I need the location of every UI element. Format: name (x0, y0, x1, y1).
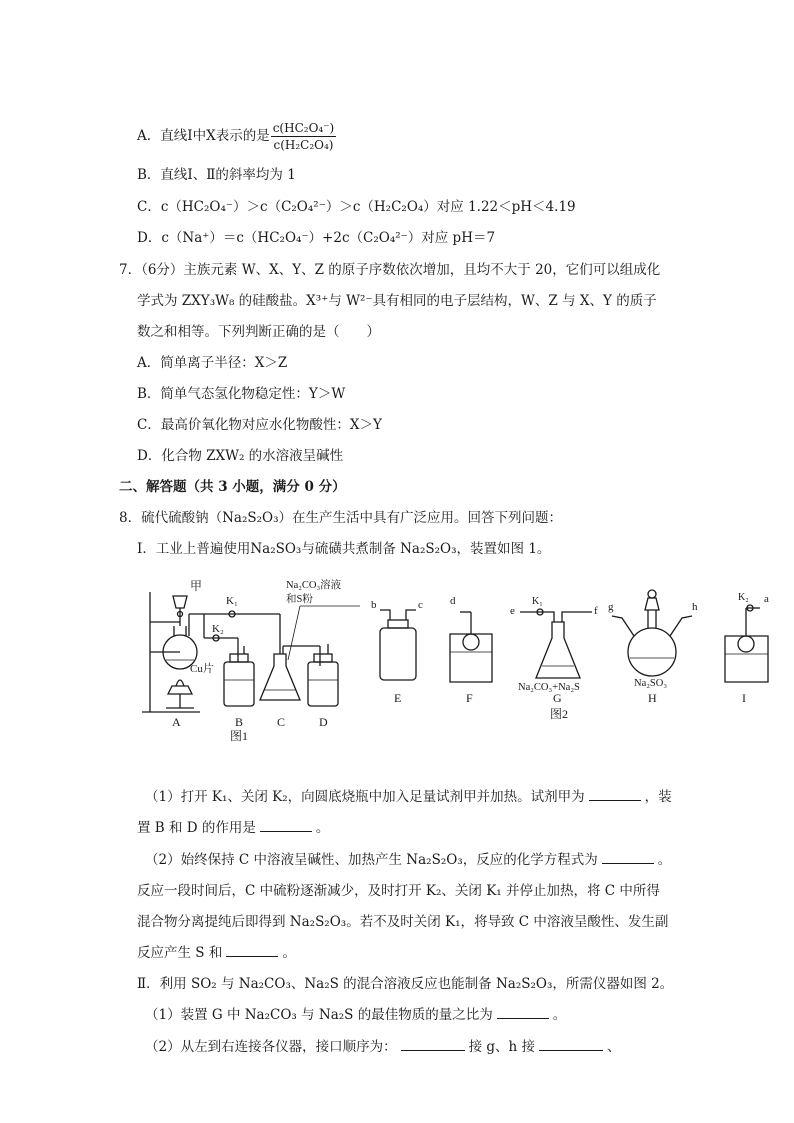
fig1-letter-d: D (319, 715, 328, 729)
q8-p2-q2-text-c: 、 (607, 1039, 621, 1055)
q7-option-c: C．最高价氧化物对应水化物酸性：X＞Y (137, 417, 382, 433)
q8-p1-q2-line4 (137, 944, 296, 962)
fig2-port-a: a (764, 593, 769, 605)
fig2-port-g: g (608, 601, 614, 613)
q8-p2-q2-text-b: 接 g、h 接 (468, 1039, 536, 1055)
q8-p1-q2-line3: 混合物分离提纯后即得到 Na₂S₂O₃。若不及时关闭 K₁，将导致 C 中溶液呈酸性、发生副 (137, 914, 669, 930)
q8-p1-q1-text-d: 。 (315, 820, 330, 836)
q8-p2-q2-text-a: （2）从左到右连接各仪器，接口顺序为： (145, 1039, 397, 1055)
q8-p2-q1 (145, 1006, 566, 1024)
q7-stem-line3: 数之和相等。下列判断正确的是（ ） (137, 324, 380, 340)
q8-p1-q1-text-b: ，装 (644, 789, 672, 805)
answer-blank[interactable] (539, 1038, 603, 1051)
fig1-caption: 图1 (230, 729, 249, 742)
fig2-letter-h: H (648, 691, 657, 705)
fig1-label-k1: K₁ (226, 595, 238, 607)
q8-part1-intro: Ⅰ．工业上普遍使用Na₂SO₃与硫磺共煮制备 Na₂S₂O₃，装置如图 1。 (137, 541, 551, 557)
q6-option-b: B．直线Ⅰ、Ⅱ的斜率均为 1 (137, 167, 296, 183)
q8-p1-q2-line1 (145, 851, 671, 869)
q8-p1-q2-text-e: 反应产生 S 和 (137, 945, 223, 961)
q8-p2-q1-text-a: （1）装置 G 中 Na₂CO₃ 与 Na₂S 的最佳物质的量之比为 (145, 1007, 493, 1023)
fig1-label-reagent: Na₂CO₃溶液 (286, 580, 342, 591)
q7-option-b: B．简单气态氢化物稳定性：Y＞W (137, 386, 346, 402)
fraction-numerator: c(HC₂O₄⁻) (272, 121, 335, 135)
q8-p1-q2-text-f: 。 (282, 945, 296, 961)
q7-stem-line1: 7．（6分）主族元素 W、X、Y、Z 的原子序数依次增加，且均不大于 20，它们可以组成化 (119, 262, 661, 278)
fig1-label-cu: Cu片 (190, 663, 214, 675)
fig2-g-label: Na₂CO₃+Na₂S (518, 682, 580, 693)
fig2-port-b: b (371, 599, 377, 611)
fig2-caption: 图2 (550, 707, 569, 721)
fig2-port-e: e (510, 605, 515, 617)
section-heading: 二、解答题（共 3 小题，满分 0 分） (119, 479, 346, 495)
q8-part2-intro: Ⅱ．利用 SO₂ 与 Na₂CO₃、Na₂S 的混合溶液反应也能制备 Na₂S₂O₃，所需仪器如图 2。 (137, 976, 674, 992)
q8-stem: 8．硫代硫酸钠（Na₂S₂O₃）在生产生活中具有广泛应用。回答下列问题： (119, 510, 563, 526)
q6-option-d: D．c（Na⁺）＝c（HC₂O₄⁻）+2c（C₂O₄²⁻）对应 pH＝7 (137, 230, 496, 246)
fig2-letter-f: F (466, 691, 473, 705)
fig2-port-c: c (418, 599, 423, 611)
fig2-port-f: f (594, 605, 598, 617)
fig2-port-d: d (450, 595, 456, 607)
fig2-port-k1: K₁ (532, 596, 543, 607)
fig1-label-k2: K₂ (212, 623, 224, 635)
q8-p2-q2 (145, 1038, 621, 1056)
fig1-letter-c: C (277, 715, 286, 729)
fig1-letter-b: B (235, 715, 244, 729)
q8-p1-q2-text-a: （2）始终保持 C 中溶液呈碱性、加热产生 Na₂S₂O₃，反应的化学方程式为 (145, 852, 598, 868)
answer-blank[interactable] (401, 1038, 465, 1051)
q7-option-a: A．简单离子半径：X＞Z (137, 355, 288, 371)
q8-p1-q2-line2: 反应一段时间后，C 中硫粉逐渐减少，及时打开 K₂、关闭 K₁ 并停止加热，将 C 中所得 (137, 883, 660, 899)
fig1-label-jia: 甲 (190, 579, 203, 593)
q6-option-a (137, 120, 336, 153)
fig1-label-reagent2: 和S粉 (286, 594, 313, 605)
q7-stem-line2: 学式为 ZXY₃W₈ 的硅酸盐。X³⁺与 W²⁻具有相同的电子层结构，W、Z 与 X、Y 的质子 (137, 293, 657, 309)
fig1-letter-a: A (172, 715, 181, 729)
q8-p1-q1-text-c: 置 B 和 D 的作用是 (137, 820, 256, 836)
q6-option-a-text: A．直线Ⅰ中X表示的是 (137, 128, 270, 144)
q6-option-a-fraction (271, 120, 337, 153)
q8-p1-q1-line2 (137, 819, 329, 837)
fig2-letter-e: E (394, 691, 402, 705)
apparatus-figure (140, 574, 780, 742)
fig2-h-label: Na₂SO₃ (634, 678, 667, 689)
answer-blank[interactable] (602, 851, 654, 864)
fraction-denominator: c(H₂C₂O₄) (273, 138, 334, 152)
fig2-letter-i: I (742, 691, 746, 705)
q6-option-c: C．c（HC₂O₄⁻）＞c（C₂O₄²⁻）＞c（H₂C₂O₄）对应 1.22＜pH＜4.19 (137, 199, 576, 215)
answer-blank[interactable] (226, 944, 278, 957)
answer-blank[interactable] (260, 819, 312, 832)
fig2-port-h: h (692, 601, 698, 613)
q8-p1-q2-text-b: 。 (657, 852, 672, 868)
q7-option-d: D．化合物 ZXW₂ 的水溶液呈碱性 (137, 448, 344, 464)
fig2-letter-g: G (553, 691, 562, 705)
answer-blank[interactable] (589, 788, 641, 801)
q8-p2-q1-text-b: 。 (552, 1007, 567, 1023)
answer-blank[interactable] (497, 1006, 549, 1019)
q8-p1-q1-text-a: （1）打开 K₁、关闭 K₂，向圆底烧瓶中加入足量试剂甲并加热。试剂甲为 (145, 789, 585, 805)
q8-p1-q1-line1 (145, 788, 672, 806)
fig2-port-k2: K₂ (738, 592, 749, 603)
